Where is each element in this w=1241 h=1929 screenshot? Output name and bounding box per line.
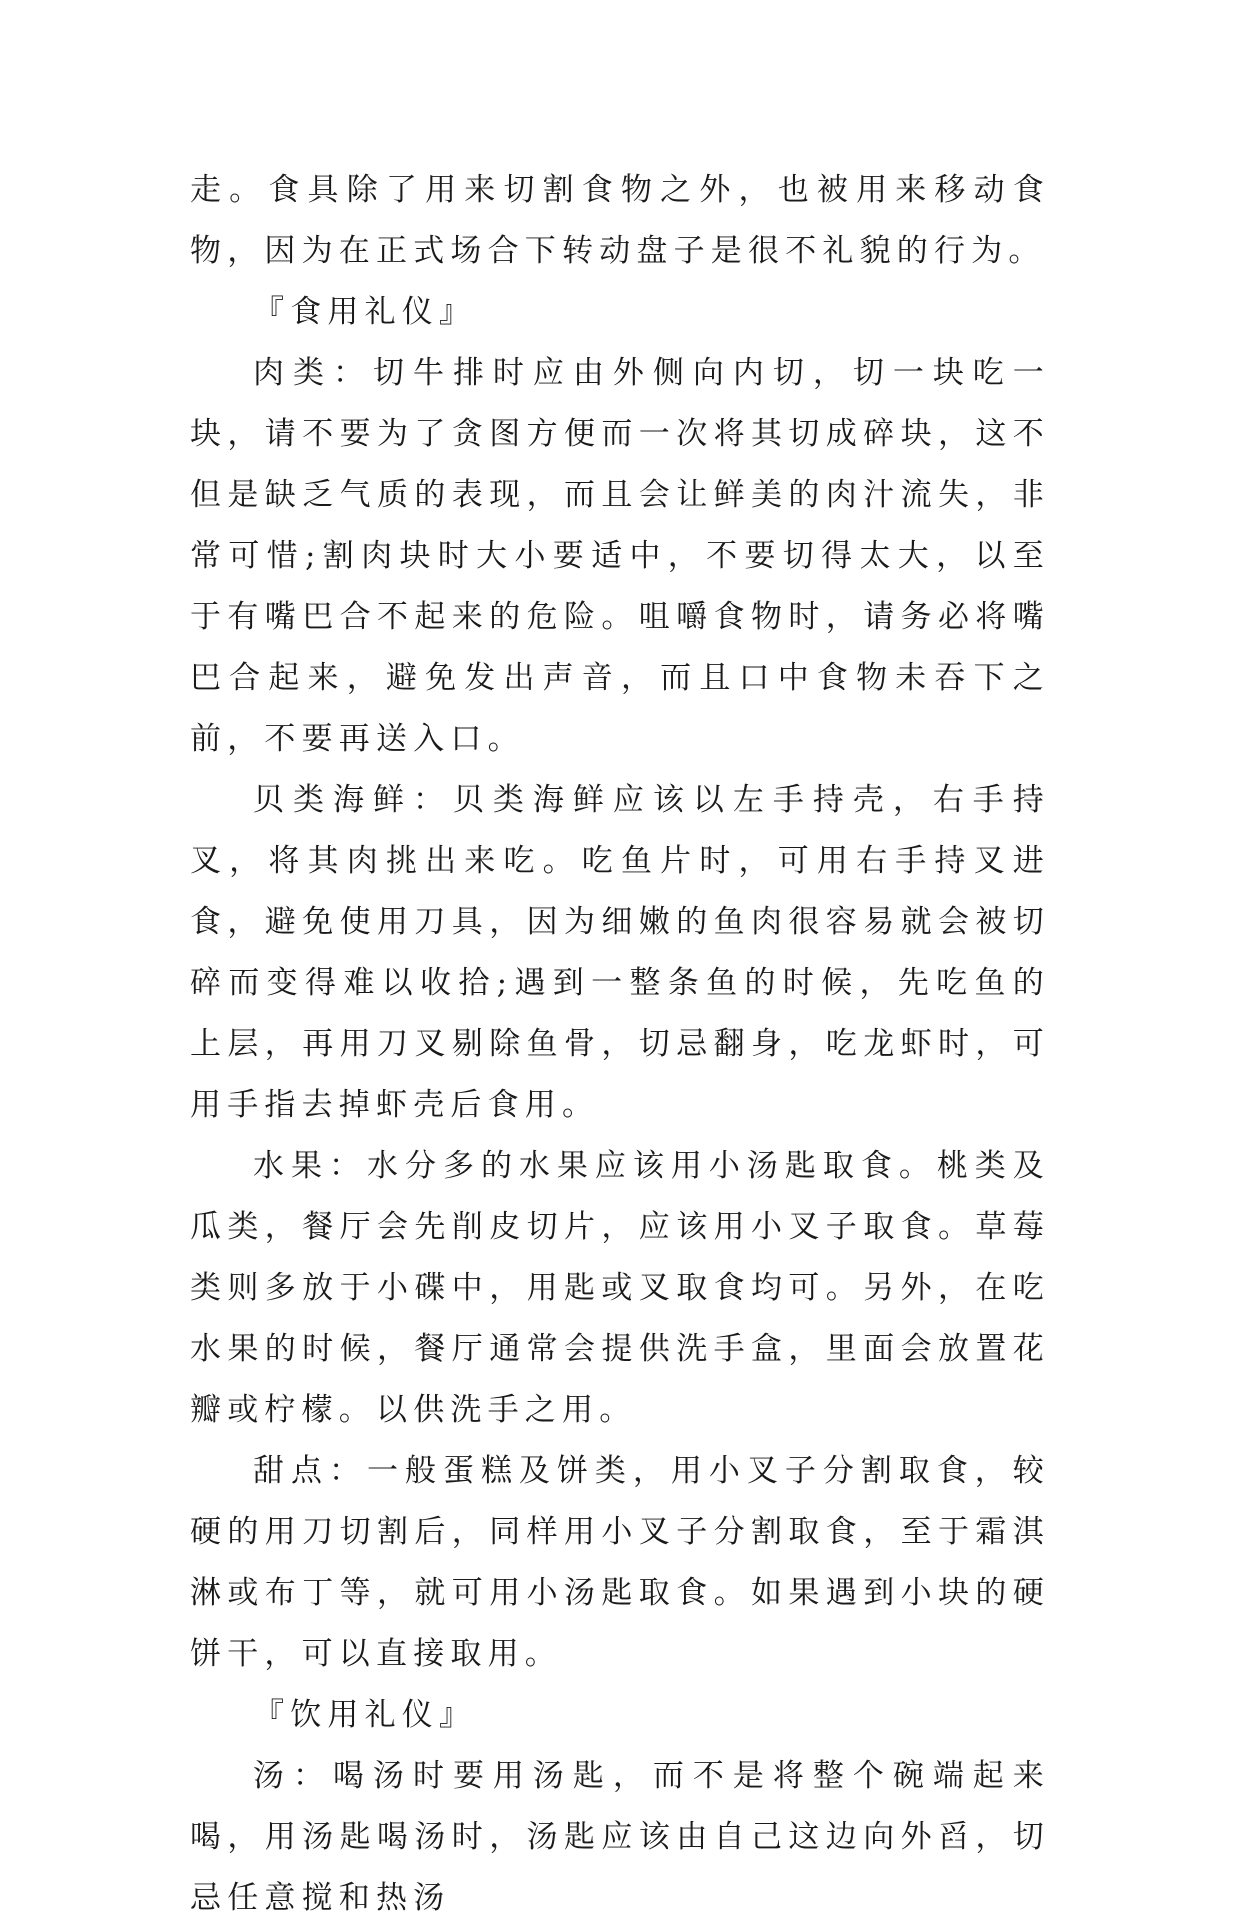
paragraph-fruit: 水果：水分多的水果应该用小汤匙取食。桃类及瓜类，餐厅会先削皮切片，应该用小叉子取食。草莓类则多放于小碟中，用匙或叉取食均可。另外，在吃水果的时候，餐厅通常会提供洗手盒，里面会放置花瓣或柠檬。以供洗手之用。 (190, 1148, 1050, 1428)
paragraph-continuation: 走。食具除了用来切割食物之外，也被用来移动食物，因为在正式场合下转动盘子是很不礼貌的行为。 (190, 172, 1050, 269)
section-heading-drinking-etiquette: 『饮用礼仪』 (253, 1697, 477, 1733)
document-body (190, 160, 1050, 1929)
paragraph-meat: 肉类：切牛排时应由外侧向内切，切一块吃一块，请不要为了贪图方便而一次将其切成碎块，这不但是缺乏气质的表现，而且会让鲜美的肉汁流失，非常可惜;割肉块时大小要适中，不要切得太大，以至于有嘴巴合不起来的危险。咀嚼食物时，请务必将嘴巴合起来，避免发出声音，而且口中食物未吞下之前，不要再送入口。 (190, 355, 1050, 757)
section-heading-eating-etiquette: 『食用礼仪』 (253, 294, 477, 330)
paragraph-soup: 汤：喝汤时要用汤匙，而不是将整个碗端起来喝，用汤匙喝汤时，汤匙应该由自己这边向外舀，切忌任意搅和热汤 (190, 1758, 1050, 1916)
paragraph-seafood: 贝类海鲜：贝类海鲜应该以左手持壳，右手持叉，将其肉挑出来吃。吃鱼片时，可用右手持叉进食，避免使用刀具，因为细嫩的鱼肉很容易就会被切碎而变得难以收拾;遇到一整条鱼的时候，先吃鱼的上层，再用刀叉剔除鱼骨，切忌翻身，吃龙虾时，可用手指去掉虾壳后食用。 (190, 782, 1050, 1123)
paragraph-dessert: 甜点：一般蛋糕及饼类，用小叉子分割取食，较硬的用刀切割后，同样用小叉子分割取食，至于霜淇淋或布丁等，就可用小汤匙取食。如果遇到小块的硬饼干，可以直接取用。 (190, 1453, 1050, 1672)
